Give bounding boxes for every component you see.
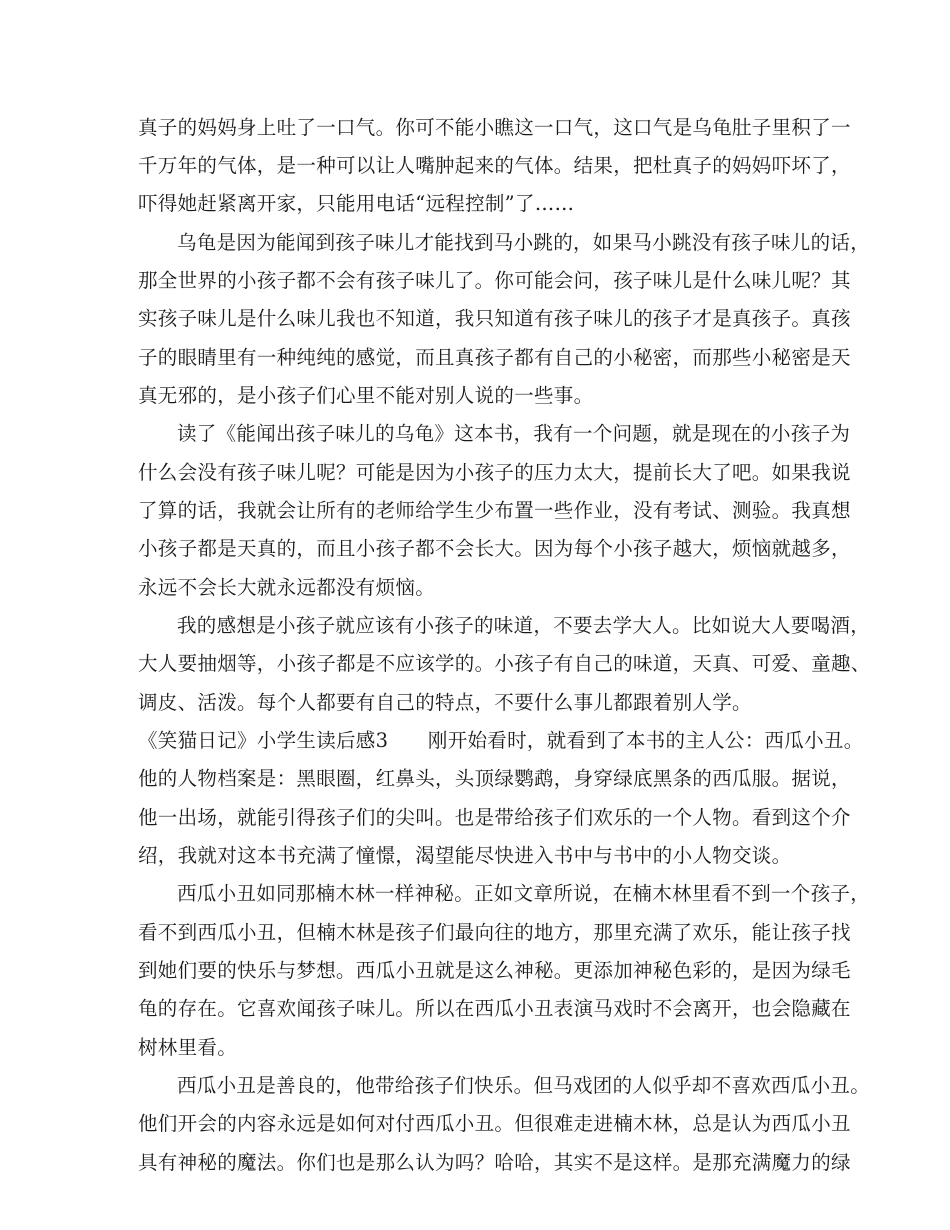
text-line: 龟的存在。它喜欢闻孩子味儿。所以在西瓜小丑表演马戏时不会离开，也会隐藏在 [138,997,851,1020]
text-line: 什么会没有孩子味儿呢？可能是因为小孩子的压力太大，提前长大了吧。如果我说 [138,461,851,484]
text-line: 绍，我就对这本书充满了憧憬，渴望能尽快进入书中与书中的小人物交谈。 [138,844,792,867]
section-heading-line: 《笑猫日记》小学生读后感3 刚开始看时，就看到了本书的主人公：西瓜小丑。 [138,729,864,752]
text-line: 那全世界的小孩子都不会有孩子味儿了。你可能会问，孩子味儿是什么味儿呢？其 [138,269,851,292]
text-line: 西瓜小丑是善良的，他带给孩子们快乐。但马戏团的人似乎却不喜欢西瓜小丑。 [177,1074,871,1097]
text-line: 乌龟是因为能闻到孩子味儿才能找到马小跳的，如果马小跳没有孩子味儿的话， [177,231,871,254]
text-line: 读了《能闻出孩子味儿的乌龟》这本书，我有一个问题，就是现在的小孩子为 [177,422,851,445]
text-line: 他的人物档案是：黑眼圈，红鼻头，头顶绿鹦鹉，身穿绿底黑条的西瓜服。据说， [138,767,851,790]
text-line: 千万年的气体，是一种可以让人嘴肿起来的气体。结果，把杜真子的妈妈吓坏了， [138,154,851,177]
text-line: 子的眼睛里有一种纯纯的感觉，而且真孩子都有自己的小秘密，而那些小秘密是天 [138,346,851,369]
text-line: 树林里看。 [138,1036,238,1059]
text-line: 到她们要的快乐与梦想。西瓜小丑就是这么神秘。更添加神秘色彩的，是因为绿毛 [138,959,851,982]
text-line: 真无邪的，是小孩子们心里不能对别人说的一些事。 [138,384,594,407]
text-line: 吓得她赶紧离开家，只能用电话“远程控制”了…… [138,192,575,215]
text-line: 永远不会长大就永远都没有烦恼。 [138,576,436,599]
text-line: 他一出场，就能引得孩子们的尖叫。也是带给孩子们欢乐的一个人物。看到这个介 [138,806,851,829]
text-line: 大人要抽烟等，小孩子都是不应该学的。小孩子有自己的味道，天真、可爱、童趣、 [138,652,871,675]
text-line: 西瓜小丑如同那楠木林一样神秘。正如文章所说，在楠木林里看不到一个孩子， [177,882,871,905]
text-line: 调皮、活泼。每个人都要有自己的特点，不要什么事儿都跟着别人学。 [138,691,752,714]
text-line: 实孩子味儿是什么味儿我也不知道，我只知道有孩子味儿的孩子才是真孩子。真孩 [138,307,851,330]
text-line: 我的感想是小孩子就应该有小孩子的味道，不要去学大人。比如说大人要喝酒， [177,614,871,637]
text-line: 看不到西瓜小丑，但楠木林是孩子们最向往的地方，那里充满了欢乐，能让孩子找 [138,921,851,944]
text-line: 了算的话，我就会让所有的老师给学生少布置一些作业，没有考试、测验。我真想 [138,499,851,522]
text-line: 小孩子都是天真的，而且小孩子都不会长大。因为每个小孩子越大，烦恼就越多， [138,537,851,560]
text-line: 真子的妈妈身上吐了一口气。你可不能小瞧这一口气，这口气是乌龟肚子里积了一 [138,116,851,139]
text-line: 他们开会的内容永远是如何对付西瓜小丑。但很难走进楠木林，总是认为西瓜小丑 [138,1112,851,1135]
text-line: 具有神秘的魔法。你们也是那么认为吗？哈哈，其实不是这样。是那充满魔力的绿 [138,1151,851,1174]
